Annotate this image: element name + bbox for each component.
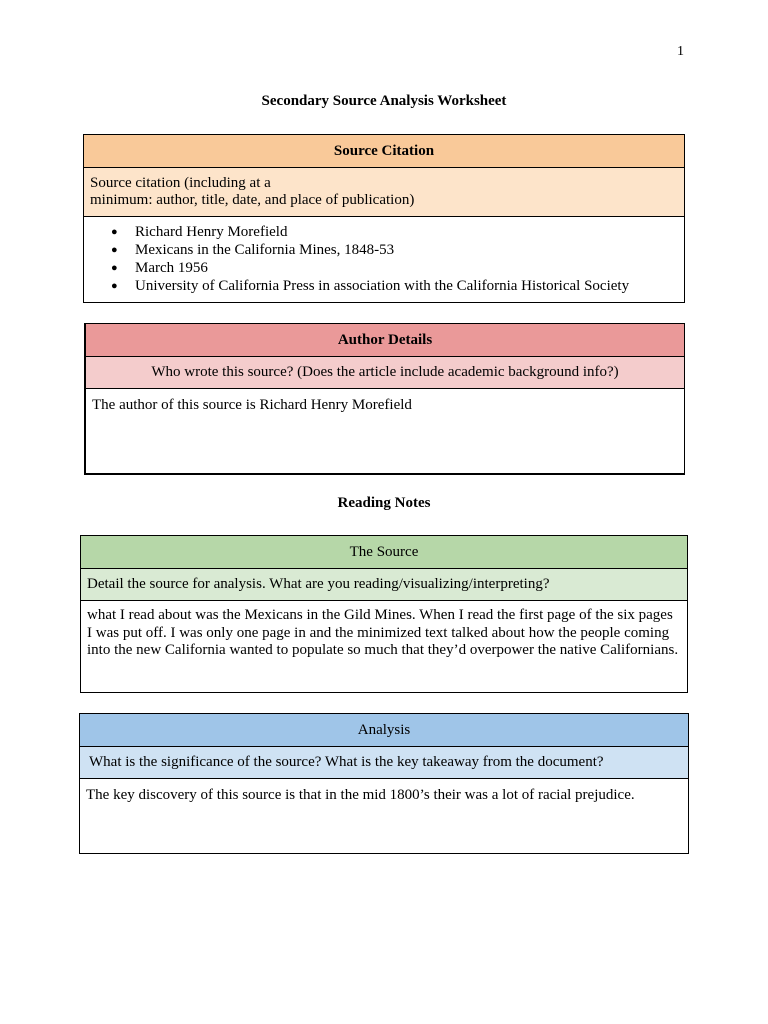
analysis-response: The key discovery of this source is that in the mid 1800’s their was a lot of racial prejudice. <box>80 779 689 854</box>
the-source-response-line: I was put off. I was only one page in and the minimized text talked about how the people coming <box>87 624 670 641</box>
citation-item-publisher: ● University of California Press in association with the California Historical Society <box>135 277 678 295</box>
citation-item-title: ● Mexicans in the California Mines, 1848-53 <box>135 241 678 259</box>
author-details-table <box>84 323 685 475</box>
source-citation-response <box>84 217 685 303</box>
the-source-table <box>80 535 688 693</box>
analysis-prompt: What is the significance of the source? What is the key takeaway from the document? <box>80 747 689 779</box>
source-citation-header: Source Citation <box>84 135 685 168</box>
the-source-header: The Source <box>81 536 688 569</box>
document-title: Secondary Source Analysis Worksheet <box>261 93 507 109</box>
the-source-response-line: what I read about was the Mexicans in the Gild Mines. When I read the first page of the six pages <box>87 607 673 623</box>
author-details-header: Author Details <box>85 324 685 357</box>
page-number: 1 <box>677 44 684 59</box>
citation-item-date: ● March 1956 <box>135 259 678 277</box>
the-source-response-line: into the new California wanted to populate so much that they’d overpower the native Californians. <box>87 642 679 658</box>
citation-item-author: ● Richard Henry Morefield <box>135 223 678 241</box>
analysis-table <box>79 713 689 854</box>
source-citation-prompt-line1: Source citation (including at a <box>90 174 271 191</box>
author-details-response: The author of this source is Richard Henry Morefield <box>85 389 685 474</box>
author-details-prompt: Who wrote this source? (Does the article include academic background info?) <box>85 357 685 389</box>
citation-list <box>90 223 678 295</box>
the-source-prompt: Detail the source for analysis. What are you reading/visualizing/interpreting? <box>81 569 688 601</box>
source-citation-prompt-line2: minimum: author, title, date, and place of publication) <box>90 192 415 208</box>
the-source-response <box>81 601 688 693</box>
reading-notes-title: Reading Notes <box>337 495 431 511</box>
source-citation-table <box>83 134 685 303</box>
analysis-header: Analysis <box>80 714 689 747</box>
source-citation-prompt <box>84 168 685 217</box>
